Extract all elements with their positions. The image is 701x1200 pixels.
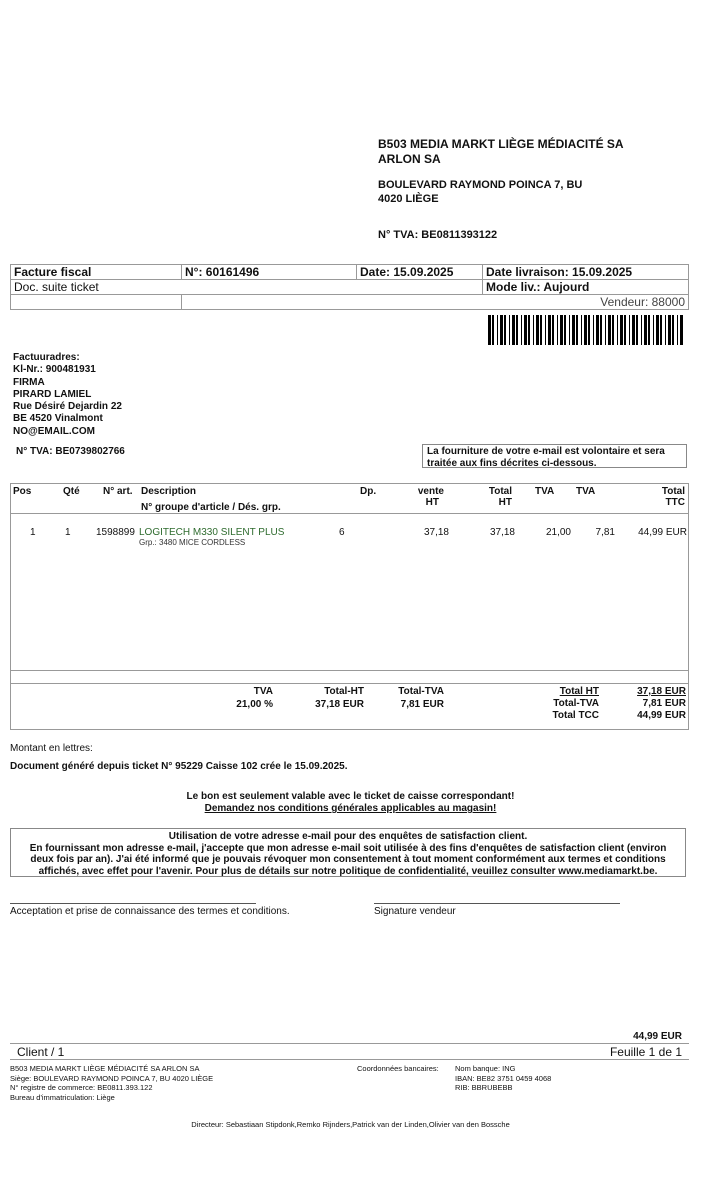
total-tva-value: 7,81 EUR (642, 698, 686, 709)
total-tva-label: Total-TVA (553, 698, 599, 709)
seller: Vendeur: 88000 (182, 295, 689, 310)
col-vente: vente (417, 486, 444, 497)
row-vente: 37,18 (423, 527, 449, 538)
row-tva-amount: 7,81 (595, 527, 615, 538)
col-vente-ht: HT (425, 497, 439, 508)
footer-bureau: Bureau d'immatriculation: Liège (10, 1092, 115, 1102)
total-ht-value: 37,18 EUR (637, 686, 686, 697)
seller-signature-label: Signature vendeur (374, 906, 456, 917)
sheet-number: Feuille 1 de 1 (609, 1045, 682, 1059)
consent-box (10, 828, 686, 877)
col-total-ht: Total (488, 486, 512, 497)
footer-seat: Siège: BOULEVARD RAYMOND POINCA 7, BU 4020 LIÈGE (10, 1073, 214, 1083)
total-ht-label: Total HT (559, 686, 599, 697)
bank-label: Coordonnées bancaires: (357, 1064, 439, 1073)
row-group: Grp.: 3480 MICE CORDLESS (139, 538, 246, 547)
email-note: La fourniture de votre e-mail est volontaire et sera traitée aux fins décrites ci-dessous. (422, 444, 687, 468)
footer-company (10, 1064, 213, 1102)
invoice-number: N°: 60161496 (182, 265, 357, 280)
bank-name: Nom banque: ING (455, 1064, 516, 1073)
client-tva: N° TVA: BE0739802766 (16, 446, 125, 457)
col-total-ttc: TTC (665, 497, 685, 508)
billing-city: BE 4520 Vinalmont (13, 413, 103, 425)
total-ttc-label: Total TCC (552, 710, 599, 721)
billing-line2: PIRARD LAMIEL (13, 388, 92, 400)
client-signature-label: Acceptation et prise de connaissance des termes et conditions. (10, 906, 290, 917)
barcode (488, 315, 684, 345)
footer-total: 44,99 EUR (633, 1031, 682, 1042)
vat-total-ht: 37,18 EUR (315, 699, 364, 710)
bank-details (455, 1064, 551, 1093)
col-tva-amount: TVA (576, 486, 596, 497)
bank-rib: RIB: BBRUBEBB (455, 1083, 513, 1092)
row-art: 1598899 (96, 527, 135, 538)
company-tva: N° TVA: BE0811393122 (378, 229, 498, 241)
delivery-date: Date livraison: 15.09.2025 (483, 265, 689, 280)
vat-total-tva-header: Total-TVA (398, 686, 444, 697)
row-qty: 1 (65, 527, 71, 538)
col-art: N° art. (103, 486, 133, 497)
vat-rate: 21,00 % (236, 699, 273, 710)
vat-header: TVA (253, 686, 273, 697)
billing-address (13, 352, 122, 438)
row-pos: 1 (30, 527, 36, 538)
billing-email: NO@EMAIL.COM (13, 425, 95, 437)
invoice-header-table (10, 264, 689, 310)
row-total: 44,99 EUR (638, 527, 687, 538)
bank-iban: IBAN: BE82 3751 0459 4068 (455, 1073, 552, 1083)
doc-type: Facture fiscal (11, 265, 182, 280)
row-description: LOGITECH M330 SILENT PLUS (139, 527, 285, 538)
col-total: Total (661, 486, 685, 497)
valid-note: Le bon est seulement valable avec le ticket de caisse correspondant! (186, 791, 515, 802)
vat-total-tva: 7,81 EUR (400, 699, 444, 710)
row-dp: 6 (339, 527, 345, 538)
directors: Directeur: Sebastiaan Stipdonk,Remko Rijnders,Patrick van der Linden,Olivier van den Bossche (191, 1120, 510, 1129)
footer-register: N° registre de commerce: BE0811.393.122 (10, 1083, 153, 1092)
row-total-ht: 37,18 (489, 527, 515, 538)
billing-line1: FIRMA (13, 376, 45, 388)
billing-street: Rue Désiré Dejardin 22 (13, 401, 122, 413)
client-number: Kl-Nr.: 900481931 (13, 364, 96, 376)
company-name: B503 MEDIA MARKT LIÈGE MÉDIACITÉ SA (378, 137, 624, 151)
invoice-date: Date: 15.09.2025 (357, 265, 483, 280)
conditions-note: Demandez nos conditions générales applicables au magasin! (204, 803, 497, 814)
company-city: 4020 LIÈGE (378, 193, 439, 205)
vat-total-ht-header: Total-HT (324, 686, 364, 697)
col-tva-rate: TVA (535, 486, 555, 497)
total-ttc-value: 44,99 EUR (637, 710, 686, 721)
consent-title: Utilisation de votre adresse e-mail pour des enquêtes de satisfaction client. (168, 831, 528, 842)
client-copy: Client / 1 (17, 1045, 65, 1059)
col-qty: Qté (63, 486, 80, 497)
col-group: N° groupe d'article / Dés. grp. (141, 502, 281, 513)
company-address: BOULEVARD RAYMOND POINCA 7, BU (378, 179, 583, 191)
doc-suite: Doc. suite ticket (11, 280, 483, 295)
col-pos: Pos (13, 486, 32, 497)
delivery-mode: Mode liv.: Aujourd (483, 280, 689, 295)
footer-company-name: B503 MEDIA MARKT LIÈGE MÉDIACITÉ SA ARLON SA (10, 1064, 200, 1073)
company-name-2: ARLON SA (378, 152, 441, 166)
col-dp: Dp. (360, 486, 377, 497)
billing-label: Factuuradres: (13, 352, 80, 363)
col-desc: Description (141, 486, 197, 497)
col-total-ht2: HT (498, 497, 512, 508)
row-tva-rate: 21,00 (545, 527, 571, 538)
generated-note: Document généré depuis ticket N° 95229 Caisse 102 crée le 15.09.2025. (10, 761, 348, 772)
consent-body: En fournissant mon adresse e-mail, j'accepte que mon adresse e-mail soit utilisée à des fins d'enquêtes de satisfaction client (environ deux fois par an). J'ai été informé que je pouvais révoquer mon consentement à tout moment conformément aux termes et conditions affichés, avec effet pour l'avenir. Pour plus de détails sur notre politique de confidentialité, veuillez consulter www.mediamarkt.be. (29, 842, 667, 877)
amount-in-words: Montant en lettres: (10, 743, 93, 754)
